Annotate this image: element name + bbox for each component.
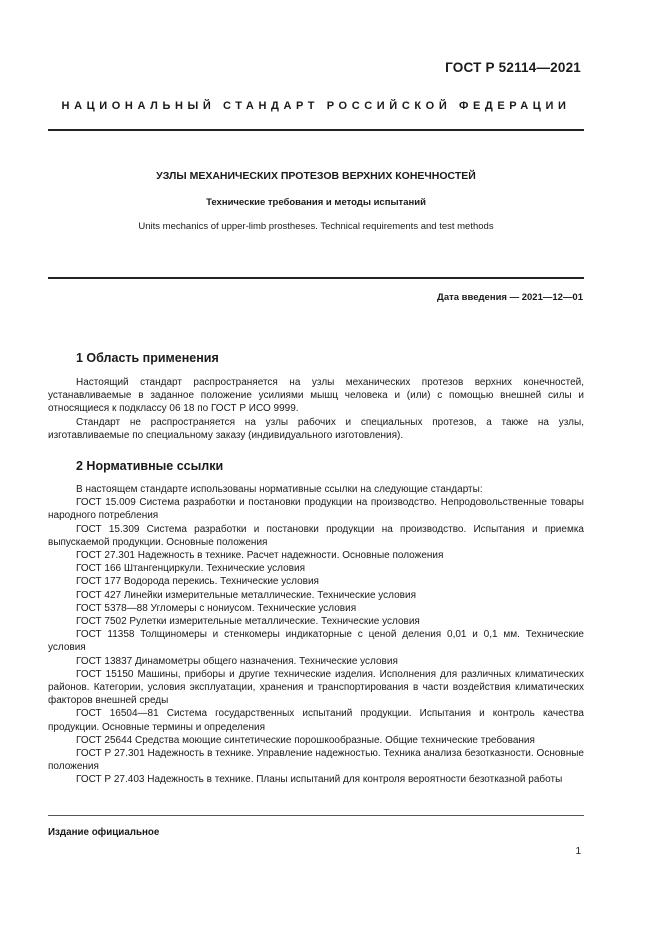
reference-item: ГОСТ 25644 Средства моющие синтетические порошкообразные. Общие технические требования bbox=[76, 734, 535, 746]
reference-item: ГОСТ 16504—81 Система государственных испытаний продукции. Испытания и контроль качества продукции. Основные термины и определения bbox=[48, 708, 584, 733]
section-2-body bbox=[48, 483, 584, 787]
english-title: Units mechanics of upper-limb prostheses. Technical requirements and test methods bbox=[138, 221, 494, 232]
page-number: 1 bbox=[575, 846, 581, 857]
document-number: ГОСТ Р 52114—2021 bbox=[445, 60, 581, 75]
section-1-heading: 1 Область применения bbox=[76, 351, 219, 365]
introduction-date: Дата введения — 2021—12—01 bbox=[437, 292, 583, 303]
reference-item: ГОСТ Р 27.301 Надежность в технике. Управление надежностью. Техника анализа безотказности. Основные положения bbox=[48, 748, 584, 773]
section-1-body bbox=[48, 376, 584, 442]
footer-divider bbox=[48, 815, 584, 816]
reference-item: ГОСТ 27.301 Надежность в технике. Расчет надежности. Основные положения bbox=[76, 550, 444, 562]
document-subtitle: Технические требования и методы испытаний bbox=[206, 197, 426, 208]
paragraph: В настоящем стандарте использованы нормативные ссылки на следующие стандарты: bbox=[76, 484, 483, 495]
reference-item: ГОСТ 166 Штангенциркули. Технические условия bbox=[76, 563, 305, 575]
reference-item: ГОСТ 177 Водорода перекись. Технические условия bbox=[76, 576, 319, 588]
header-divider bbox=[48, 129, 584, 131]
paragraph: Стандарт не распространяется на узлы рабочих и специальных протезов, а также на узлы, изготавливаемые по специальному заказу (индивидуального изготовления). bbox=[48, 416, 584, 441]
reference-item: ГОСТ 15.309 Система разработки и постановки продукции на производство. Испытания и приемка выпускаемой продукции. Основные положения bbox=[48, 523, 584, 548]
official-edition-label: Издание официальное bbox=[48, 827, 160, 838]
paragraph: Настоящий стандарт распространяется на узлы механических протезов верхних конечностей, устанавливаемые в заданное положение усилиями мышц человека и (или) с помощью внешней силы и относящиеся к подклассу 06 18 по ГОСТ Р ИСО 9999. bbox=[48, 377, 584, 415]
reference-item: ГОСТ 13837 Динамометры общего назначения. Технические условия bbox=[76, 655, 398, 667]
reference-item: ГОСТ 427 Линейки измерительные металлические. Технические условия bbox=[76, 589, 416, 601]
reference-item: ГОСТ Р 27.403 Надежность в технике. Планы испытаний для контроля вероятности безотказной работы bbox=[76, 774, 563, 786]
title-divider bbox=[48, 277, 584, 279]
reference-item: ГОСТ 5378—88 Угломеры с нониусом. Технические условия bbox=[76, 602, 357, 614]
reference-item: ГОСТ 15150 Машины, приборы и другие технические изделия. Исполнения для различных климатических районов. Категории, условия эксплуатации, хранения и транспортирования в части воздействия климатических факторов внешней среды bbox=[48, 668, 584, 707]
reference-item: ГОСТ 11358 Толщиномеры и стенкомеры индикаторные с ценой деления 0,01 и 0,1 мм. Технические условия bbox=[48, 629, 584, 654]
reference-item: ГОСТ 15.009 Система разработки и постановки продукции на производство. Непродовольственные товары народного потребления bbox=[48, 497, 584, 522]
document-title: УЗЛЫ МЕХАНИЧЕСКИХ ПРОТЕЗОВ ВЕРХНИХ КОНЕЧНОСТЕЙ bbox=[156, 170, 476, 182]
national-standard-heading: НАЦИОНАЛЬНЫЙ СТАНДАРТ РОССИЙСКОЙ ФЕДЕРАЦИИ bbox=[61, 100, 571, 112]
reference-item: ГОСТ 7502 Рулетки измерительные металлические. Технические условия bbox=[76, 616, 420, 628]
section-2-heading: 2 Нормативные ссылки bbox=[76, 459, 224, 473]
